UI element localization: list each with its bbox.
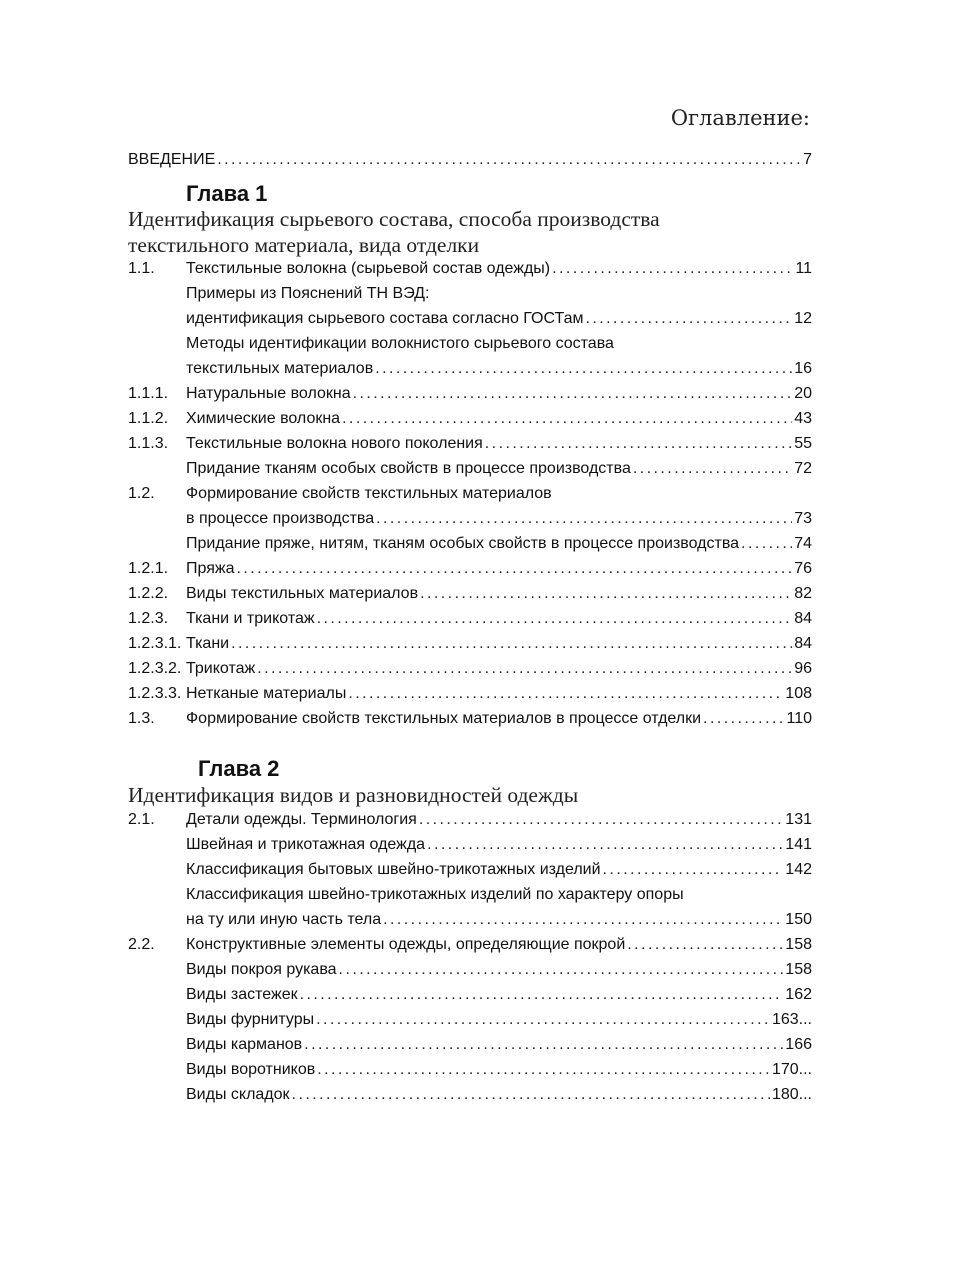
entry-number: 1.1.: [128, 260, 155, 277]
entry-page: 82: [794, 585, 812, 602]
entry-page: 7: [803, 151, 812, 168]
entry-page: 158: [785, 961, 812, 978]
entry-text: Виды фурнитуры: [186, 1011, 315, 1028]
toc-entry: [128, 861, 812, 886]
leader-dots: [257, 660, 792, 678]
toc-entry: [128, 510, 812, 535]
entry-page: 43: [794, 410, 812, 427]
entry-text: в процессе производства: [186, 510, 375, 527]
leader-dots: [304, 1036, 783, 1054]
entry-number: 1.2.1.: [128, 560, 169, 577]
entry-number: 1.2.3.3.: [128, 685, 182, 702]
entry-page: 84: [794, 635, 812, 652]
entry-text: Виды карманов: [186, 1036, 303, 1053]
toc-entry: [128, 710, 812, 735]
entry-text: Придание пряже, нитям, тканям особых свойств в процессе производства: [186, 535, 740, 552]
entry-page: 150: [785, 911, 812, 928]
entry-page: 20: [794, 385, 812, 402]
toc-entry: [128, 886, 812, 911]
leader-dots: [627, 936, 783, 954]
toc-entry: [128, 836, 812, 861]
chapter-1-title: Глава 1: [186, 181, 268, 206]
entry-number: 1.3.: [128, 710, 155, 727]
chapter-1-subtitle-line1: Идентификация сырьевого состава, способа производства: [128, 207, 660, 231]
entry-page: 142: [785, 861, 812, 878]
chapter-2-title: Глава 2: [198, 756, 280, 781]
leader-dots: [317, 1061, 770, 1079]
toc-entry-intro: [128, 151, 812, 176]
toc-entry: [128, 260, 812, 285]
entry-number: 1.2.3.1.: [128, 635, 182, 652]
entry-text: Конструктивные элементы одежды, определяющие покрой: [186, 936, 626, 953]
leader-dots: [217, 151, 801, 169]
toc-entry: [128, 435, 812, 460]
leader-dots: [300, 986, 784, 1004]
entry-text: Формирование свойств текстильных материалов в процессе отделки: [186, 710, 702, 727]
entry-text: Придание тканям особых свойств в процессе производства: [186, 460, 631, 477]
toc-entry: [128, 660, 812, 685]
entry-text: Пряжа: [186, 560, 235, 577]
leader-dots: [348, 685, 783, 703]
leader-dots: [703, 710, 784, 728]
toc-entry: [128, 685, 812, 710]
entry-text: текстильных материалов: [186, 360, 374, 377]
entry-number: 2.1.: [128, 811, 155, 828]
entry-text: Классификация швейно-трикотажных изделий по характеру опоры: [186, 886, 684, 903]
entry-page: 110: [786, 710, 812, 727]
entry-text: Виды покроя рукава: [186, 961, 337, 978]
entry-text: на ту или иную часть тела: [186, 911, 382, 928]
leader-dots: [585, 310, 792, 328]
entry-page: 180...: [771, 1086, 812, 1103]
leader-dots: [552, 260, 793, 278]
leader-dots: [741, 535, 792, 553]
leader-dots: [420, 585, 792, 603]
entry-text: Ткани и трикотаж: [186, 610, 315, 627]
entry-number: 1.1.1.: [128, 385, 169, 402]
entry-page: 170...: [771, 1061, 812, 1078]
entry-number: 1.1.2.: [128, 410, 169, 427]
toc-entry: [128, 986, 812, 1011]
toc-entry: [128, 535, 812, 560]
leader-dots: [376, 510, 792, 528]
toc-entry: [128, 811, 812, 836]
toc-entry: [128, 1086, 812, 1111]
toc-entry: [128, 610, 812, 635]
toc-entry: [128, 961, 812, 986]
entry-number: 2.2.: [128, 936, 155, 953]
entry-page: 158: [785, 936, 812, 953]
toc-entry: [128, 936, 812, 961]
leader-dots: [419, 811, 783, 829]
entry-page: 163...: [771, 1011, 812, 1028]
entry-number: 1.2.: [128, 485, 155, 502]
entry-page: 162: [785, 986, 812, 1003]
toc-entry: [128, 1036, 812, 1061]
entry-text: Химические волокна: [186, 410, 341, 427]
entry-number: 1.2.3.: [128, 610, 169, 627]
toc-entry: [128, 360, 812, 385]
leader-dots: [353, 385, 793, 403]
entry-text: Нетканые материалы: [186, 685, 347, 702]
toc-entry: [128, 285, 812, 310]
entry-page: 74: [794, 535, 812, 552]
entry-text: идентификация сырьевого состава согласно ГОСТам: [186, 310, 584, 327]
leader-dots: [317, 610, 793, 628]
entry-text: Текстильные волокна (сырьевой состав одежды): [186, 260, 551, 277]
entry-text: ВВЕДЕНИЕ: [128, 151, 216, 168]
entry-text: Виды текстильных материалов: [186, 585, 419, 602]
leader-dots: [339, 961, 784, 979]
entry-text: Натуральные волокна: [186, 385, 351, 402]
entry-page: 84: [794, 610, 812, 627]
toc-entry: [128, 911, 812, 936]
entry-page: 11: [795, 260, 812, 277]
entry-page: 141: [785, 836, 812, 853]
toc-entry: [128, 1011, 812, 1036]
entry-text: Текстильные волокна нового поколения: [186, 435, 483, 452]
entry-text: Примеры из Пояснений ТН ВЭД:: [186, 285, 430, 302]
leader-dots: [342, 410, 792, 428]
entry-text: Виды воротников: [186, 1061, 316, 1078]
leader-dots: [231, 635, 792, 653]
entry-page: 12: [794, 310, 812, 327]
entry-text: Формирование свойств текстильных материалов: [186, 485, 552, 502]
entry-page: 73: [794, 510, 812, 527]
entry-page: 166: [785, 1036, 812, 1053]
entry-text: Методы идентификации волокнистого сырьевого состава: [186, 335, 614, 352]
toc-entry: [128, 335, 812, 360]
entry-text: Трикотаж: [186, 660, 256, 677]
leader-dots: [292, 1086, 770, 1104]
entry-text: Классификация бытовых швейно-трикотажных изделий: [186, 861, 601, 878]
toc-entry: [128, 1061, 812, 1086]
entry-page: 55: [794, 435, 812, 452]
toc-entry: [128, 560, 812, 585]
leader-dots: [375, 360, 792, 378]
entry-text: Швейная и трикотажная одежда: [186, 836, 426, 853]
leader-dots: [383, 911, 783, 929]
entry-number: 1.1.3.: [128, 435, 169, 452]
leader-dots: [633, 460, 792, 478]
entry-text: Виды застежек: [186, 986, 298, 1003]
chapter-1-subtitle-line2: текстильного материала, вида отделки: [128, 233, 480, 257]
toc-entry: [128, 410, 812, 435]
leader-dots: [603, 861, 784, 879]
entry-page: 108: [785, 685, 812, 702]
entry-number: 1.2.2.: [128, 585, 169, 602]
entry-text: Виды складок: [186, 1086, 290, 1103]
toc-entry: [128, 635, 812, 660]
entry-number: 1.2.3.2.: [128, 660, 182, 677]
toc-entry: [128, 460, 812, 485]
toc-heading: Оглавление:: [670, 106, 810, 130]
entry-page: 16: [794, 360, 812, 377]
chapter-2-subtitle: Идентификация видов и разновидностей одежды: [128, 783, 579, 807]
entry-page: 76: [794, 560, 812, 577]
entry-text: Детали одежды. Терминология: [186, 811, 417, 828]
entry-page: 72: [794, 460, 812, 477]
entry-page: 131: [785, 811, 812, 828]
leader-dots: [427, 836, 783, 854]
leader-dots: [236, 560, 792, 578]
toc-entry: [128, 310, 812, 335]
leader-dots: [485, 435, 792, 453]
entry-text: Ткани: [186, 635, 230, 652]
toc-entry: [128, 385, 812, 410]
toc-entry: [128, 585, 812, 610]
entry-page: 96: [794, 660, 812, 677]
toc-entry: [128, 485, 812, 510]
leader-dots: [316, 1011, 770, 1029]
